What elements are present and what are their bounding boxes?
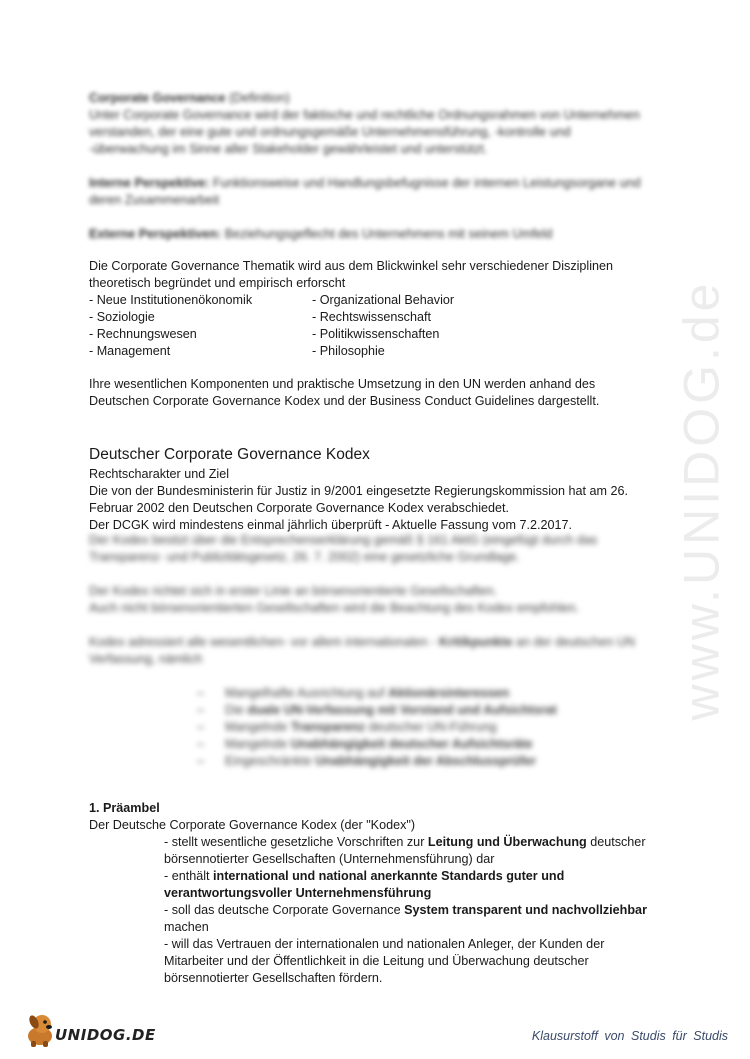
preamble-heading: 1. Präambel [89,801,160,815]
internal-perspective [89,175,649,209]
dcgk-blur-text: Kodex adressiert alle wesentlichen- vor allem internationalen - [89,635,440,649]
preamble-point: - soll das deutsche Corporate Governance System transparent und nachvollziehbar machen [164,903,647,934]
preamble-point: - stellt wesentliche gesetzliche Vorschriften zur Leitung und Überwachung deutscher börsennotierter Gesellschaften (Unternehmensführung) dar [164,835,646,866]
internal-perspective-text: Funktionsweise und Handlungsbefugnisse der internen Leistungsorgane und deren Zusammenarbeit [89,176,641,207]
discipline-item: - Philosophie [312,344,385,358]
criticism-item: – Mangelnde Unabhängigkeit deutscher Aufsichtsräte [197,736,649,753]
external-perspective [89,226,649,243]
definition-title-suffix: (Definition) [225,91,290,105]
disciplines-intro-1: Die Corporate Governance Thematik wird aus dem Blickwinkel sehr verschiedener Disziplinen [89,259,614,273]
discipline-item: - Management [89,344,171,358]
dcgk-blur-bold: Kritikpunkte [439,635,513,649]
dcgk-blur-line: Der Kodex richtet sich in erster Linie an börsenorientierte Gesellschaften. [89,584,498,598]
external-perspective-text: Beziehungsgeflecht des Unternehmens mit seinem Umfeld [221,227,553,241]
criticism-item: – Eingeschränkte Unabhängigkeit der Abschlussprüfer [197,753,649,770]
dcgk-subheading: Rechtscharakter und Ziel [89,467,229,481]
dcgk-heading: Deutscher Corporate Governance Kodex [89,446,370,463]
preamble-intro: Der Deutsche Corporate Governance Kodex (der "Kodex") [89,818,416,832]
criticism-item: – Mangelnde Transparenz deutscher UN-Führung [197,719,649,736]
external-perspective-label: Externe Perspektiven: [89,227,222,241]
definition-text: Unter Corporate Governance wird der faktische und rechtliche Ordnungsrahmen von Unternehmen verstanden, der eine gute und ordnungsgemäße Unternehmensführung, -kontrolle und -überwachung im Sinne aller Stakeholder gewährleistet und unterstützt. [89,108,640,156]
criticism-list [89,685,649,770]
logo-text: UNIDOG.DE [55,1026,156,1044]
dcgk-blur-line: Verfassung, nämlich [89,652,203,666]
criticism-item: – Mangelhafte Ausrichtung auf Aktionärsinteressen [197,685,649,702]
discipline-item: - Rechtswissenschaft [312,310,431,324]
dcgk-line-1: Die von der Bundesministerin für Justiz in 9/2001 eingesetzte Regierungskommission hat am 26. [89,484,629,498]
watermark: www.UNIDOG.de [673,279,730,721]
components-paragraph [89,376,669,410]
dcgk-blur-line [89,634,649,651]
discipline-item: - Soziologie [89,310,155,324]
dcgk-blur-line: Auch nicht börsenorientierten Gesellschaften wird die Beachtung des Kodex empfohlen. [89,601,580,615]
dcgk-line-2: Februar 2002 den Deutschen Corporate Governance Kodex verabschiedet. [89,501,510,515]
preamble-point: - will das Vertrauen der internationalen und nationalen Anleger, der Kunden der Mitarbeiter und der Öffentlichkeit in die Leitung und Überwachung deutscher börsennotierter Gesellschaften fördern. [164,937,605,985]
definition-section [89,90,649,158]
dcgk-section [89,444,669,534]
components-line-1: Ihre wesentlichen Komponenten und praktische Umsetzung in den UN werden anhand des [89,377,596,391]
dcgk-blurred-content [89,532,649,770]
disciplines-section [89,258,659,360]
dcgk-blur-text: an der deutschen UN [512,635,636,649]
preamble-point: - enthält international und national anerkannte Standards guter und verantwortungsvoller Unternehmensführung [164,869,565,900]
components-line-2: Deutschen Corporate Governance Kodex und der Business Conduct Guidelines dargestellt. [89,394,600,408]
discipline-item: - Rechnungswesen [89,327,197,341]
discipline-item: - Organizational Behavior [312,293,455,307]
criticism-item: – Die duale UN-Verfassung mit Vorstand und Aufsichtsrat [197,702,649,719]
preamble-section [89,800,669,987]
footer-tagline: Klausurstoff von Studis für Studis [531,1029,728,1043]
internal-perspective-label: Interne Perspektive: [89,176,210,190]
disciplines-intro-2: theoretisch begründet und empirisch erforscht [89,276,346,290]
definition-title: Corporate Governance [89,91,226,105]
dcgk-blur-line: Der Kodex besitzt über die Entsprechenserklärung gemäß § 161 AktG (eingefügt durch das [89,533,598,547]
unidog-logo[interactable] [22,1010,162,1050]
dcgk-line-3: Der DCGK wird mindestens einmal jährlich überprüft - Aktuelle Fassung vom 7.2.2017. [89,518,572,532]
discipline-item: - Neue Institutionenökonomik [89,293,253,307]
discipline-item: - Politikwissenschaften [312,327,440,341]
dcgk-blur-line: Transparenz- und Publizitätsgesetz, 26. 7. 2002) eine gesetzliche Grundlage. [89,550,520,564]
disciplines-list [89,292,659,360]
